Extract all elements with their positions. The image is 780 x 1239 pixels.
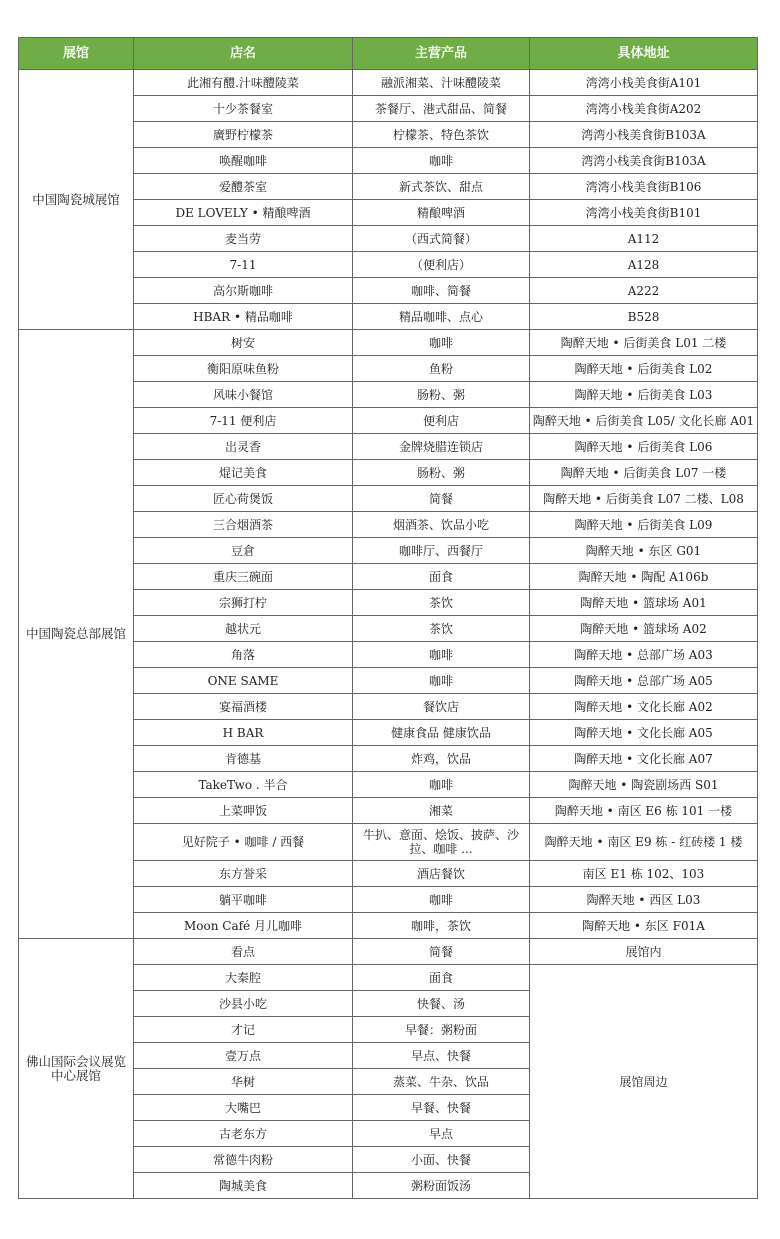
store-name-cell: 看点	[134, 939, 353, 965]
product-cell: 精品咖啡、点心	[353, 304, 530, 330]
address-cell: 湾湾小栈美食街A202	[530, 96, 758, 122]
address-cell: 陶醉天地 • 东区 G01	[530, 538, 758, 564]
hall-cell: 佛山国际会议展览中心展馆	[19, 939, 134, 1199]
address-cell: A112	[530, 226, 758, 252]
product-cell: 咖啡	[353, 642, 530, 668]
address-cell: 展馆内	[530, 939, 758, 965]
product-cell: 咖啡	[353, 668, 530, 694]
product-cell: 精酿啤酒	[353, 200, 530, 226]
address-cell: 陶醉天地 • 总部广场 A03	[530, 642, 758, 668]
address-cell: 陶醉天地 • 后街美食 L02	[530, 356, 758, 382]
product-cell: 早餐、快餐	[353, 1095, 530, 1121]
address-cell: A128	[530, 252, 758, 278]
product-cell: 咖啡	[353, 330, 530, 356]
store-name-cell: 焜记美食	[134, 460, 353, 486]
store-name-cell: HBAR • 精品咖啡	[134, 304, 353, 330]
store-name-cell: 上菜呷饭	[134, 798, 353, 824]
product-cell: 面食	[353, 965, 530, 991]
store-name-cell: 麦当劳	[134, 226, 353, 252]
store-name-cell: 风味小餐馆	[134, 382, 353, 408]
product-cell: 咖啡	[353, 772, 530, 798]
address-cell: 陶醉天地 • 陶瓷剧场西 S01	[530, 772, 758, 798]
store-name-cell: H BAR	[134, 720, 353, 746]
store-name-cell: 7-11 便利店	[134, 408, 353, 434]
product-cell: 咖啡、简餐	[353, 278, 530, 304]
product-cell: 新式茶饮、甜点	[353, 174, 530, 200]
product-cell: 肠粉、粥	[353, 382, 530, 408]
store-name-cell: 华树	[134, 1069, 353, 1095]
hall-cell: 中国陶瓷总部展馆	[19, 330, 134, 939]
address-cell: 陶醉天地 • 后街美食 L07 二楼、L08	[530, 486, 758, 512]
header-store-name: 店名	[134, 38, 353, 70]
address-cell: 陶醉天地 • 后街美食 L06	[530, 434, 758, 460]
hall-cell: 中国陶瓷城展馆	[19, 70, 134, 330]
store-name-cell: 爱醴茶室	[134, 174, 353, 200]
store-name-cell: DE LOVELY • 精酿啤酒	[134, 200, 353, 226]
address-cell: 陶醉天地 • 文化长廊 A05	[530, 720, 758, 746]
store-name-cell: 衡阳原味鱼粉	[134, 356, 353, 382]
table-row	[19, 939, 758, 965]
header-hall: 展馆	[19, 38, 134, 70]
store-name-cell: Moon Café 月儿咖啡	[134, 913, 353, 939]
store-name-cell: 躺平咖啡	[134, 887, 353, 913]
address-cell: 陶醉天地 • 文化长廊 A02	[530, 694, 758, 720]
table-row	[19, 70, 758, 96]
store-name-cell: 三合烟酒茶	[134, 512, 353, 538]
store-name-cell: 肯德基	[134, 746, 353, 772]
restaurant-directory-table	[18, 37, 758, 1199]
address-cell: 陶醉天地 • 后街美食 L07 一楼	[530, 460, 758, 486]
product-cell: 咖啡，茶饮	[353, 913, 530, 939]
product-cell: 柠檬茶、特色茶饮	[353, 122, 530, 148]
header-row	[19, 38, 758, 70]
store-name-cell: 才记	[134, 1017, 353, 1043]
store-name-cell: 十少茶餐室	[134, 96, 353, 122]
address-cell: 陶醉天地 • 后街美食 L09	[530, 512, 758, 538]
store-name-cell: 角落	[134, 642, 353, 668]
product-cell: 牛扒、意面、烩饭、披萨、沙拉、咖啡 ...	[353, 824, 530, 861]
address-cell: 陶醉天地 • 西区 L03	[530, 887, 758, 913]
address-cell: 陶醉天地 • 总部广场 A05	[530, 668, 758, 694]
store-name-cell: TakeTwo . 半合	[134, 772, 353, 798]
product-cell: 早点	[353, 1121, 530, 1147]
address-cell: 陶醉天地 • 后街美食 L01 二楼	[530, 330, 758, 356]
product-cell: 小面、快餐	[353, 1147, 530, 1173]
table-row	[19, 330, 758, 356]
product-cell: 粥粉面饭汤	[353, 1173, 530, 1199]
store-name-cell: 宴福酒楼	[134, 694, 353, 720]
address-cell: 陶醉天地 • 南区 E9 栋 - 红砖楼 1 楼	[530, 824, 758, 861]
address-cell: A222	[530, 278, 758, 304]
store-name-cell: 豆倉	[134, 538, 353, 564]
store-name-cell: 见好院子 • 咖啡 / 西餐	[134, 824, 353, 861]
product-cell: 茶饮	[353, 590, 530, 616]
product-cell: 咖啡	[353, 148, 530, 174]
store-name-cell: 唤醒咖啡	[134, 148, 353, 174]
store-name-cell: 陶城美食	[134, 1173, 353, 1199]
product-cell: 咖啡	[353, 887, 530, 913]
address-cell: 陶醉天地 • 篮球场 A01	[530, 590, 758, 616]
address-cell: 湾湾小栈美食街A101	[530, 70, 758, 96]
address-cell: B528	[530, 304, 758, 330]
header-main-products: 主营产品	[353, 38, 530, 70]
address-cell: 陶醉天地 • 后街美食 L05/ 文化长廊 A01	[530, 408, 758, 434]
product-cell: 烟酒茶、饮品小吃	[353, 512, 530, 538]
product-cell: 早餐：粥粉面	[353, 1017, 530, 1043]
product-cell: （便利店）	[353, 252, 530, 278]
product-cell: （西式简餐）	[353, 226, 530, 252]
product-cell: 咖啡厅、西餐厅	[353, 538, 530, 564]
address-cell: 湾湾小栈美食街B103A	[530, 122, 758, 148]
product-cell: 湘菜	[353, 798, 530, 824]
address-cell: 陶醉天地 • 陶配 A106b	[530, 564, 758, 590]
store-name-cell: 此湘有醴.汁味醴陵菜	[134, 70, 353, 96]
store-name-cell: 常德牛肉粉	[134, 1147, 353, 1173]
store-name-cell: 高尔斯咖啡	[134, 278, 353, 304]
store-name-cell: 7-11	[134, 252, 353, 278]
product-cell: 健康食品 健康饮品	[353, 720, 530, 746]
product-cell: 酒店餐饮	[353, 861, 530, 887]
product-cell: 便利店	[353, 408, 530, 434]
product-cell: 肠粉、粥	[353, 460, 530, 486]
store-name-cell: 越状元	[134, 616, 353, 642]
product-cell: 早点、快餐	[353, 1043, 530, 1069]
store-name-cell: ONE SAME	[134, 668, 353, 694]
product-cell: 茶餐厅、港式甜品、简餐	[353, 96, 530, 122]
address-cell: 陶醉天地 • 篮球场 A02	[530, 616, 758, 642]
store-name-cell: 东方誉采	[134, 861, 353, 887]
address-cell: 陶醉天地 • 后街美食 L03	[530, 382, 758, 408]
product-cell: 金牌烧腊连锁店	[353, 434, 530, 460]
store-name-cell: 大秦腔	[134, 965, 353, 991]
product-cell: 餐饮店	[353, 694, 530, 720]
table-header	[19, 38, 758, 70]
store-name-cell: 重庆三碗面	[134, 564, 353, 590]
address-cell: 湾湾小栈美食街B103A	[530, 148, 758, 174]
store-name-cell: 岀灵香	[134, 434, 353, 460]
product-cell: 炸鸡，饮品	[353, 746, 530, 772]
store-name-cell: 匠心荷煲饭	[134, 486, 353, 512]
address-cell: 陶醉天地 • 南区 E6 栋 101 一楼	[530, 798, 758, 824]
product-cell: 蒸菜、牛杂、饮品	[353, 1069, 530, 1095]
product-cell: 鱼粉	[353, 356, 530, 382]
address-cell: 湾湾小栈美食街B101	[530, 200, 758, 226]
store-name-cell: 壹万点	[134, 1043, 353, 1069]
store-name-cell: 树安	[134, 330, 353, 356]
address-cell: 陶醉天地 • 文化长廊 A07	[530, 746, 758, 772]
product-cell: 面食	[353, 564, 530, 590]
product-cell: 快餐、汤	[353, 991, 530, 1017]
store-name-cell: 古老东方	[134, 1121, 353, 1147]
product-cell: 融派湘菜、汁味醴陵菜	[353, 70, 530, 96]
store-name-cell: 廣野柠檬茶	[134, 122, 353, 148]
address-cell: 陶醉天地 • 东区 F01A	[530, 913, 758, 939]
product-cell: 简餐	[353, 486, 530, 512]
address-cell: 南区 E1 栋 102、103	[530, 861, 758, 887]
product-cell: 茶饮	[353, 616, 530, 642]
store-name-cell: 宗狮打柠	[134, 590, 353, 616]
address-cell: 展馆周边	[530, 965, 758, 1199]
store-name-cell: 沙县小吃	[134, 991, 353, 1017]
header-address: 具体地址	[530, 38, 758, 70]
store-name-cell: 大嘴巴	[134, 1095, 353, 1121]
table-body	[19, 70, 758, 1199]
product-cell: 简餐	[353, 939, 530, 965]
address-cell: 湾湾小栈美食街B106	[530, 174, 758, 200]
